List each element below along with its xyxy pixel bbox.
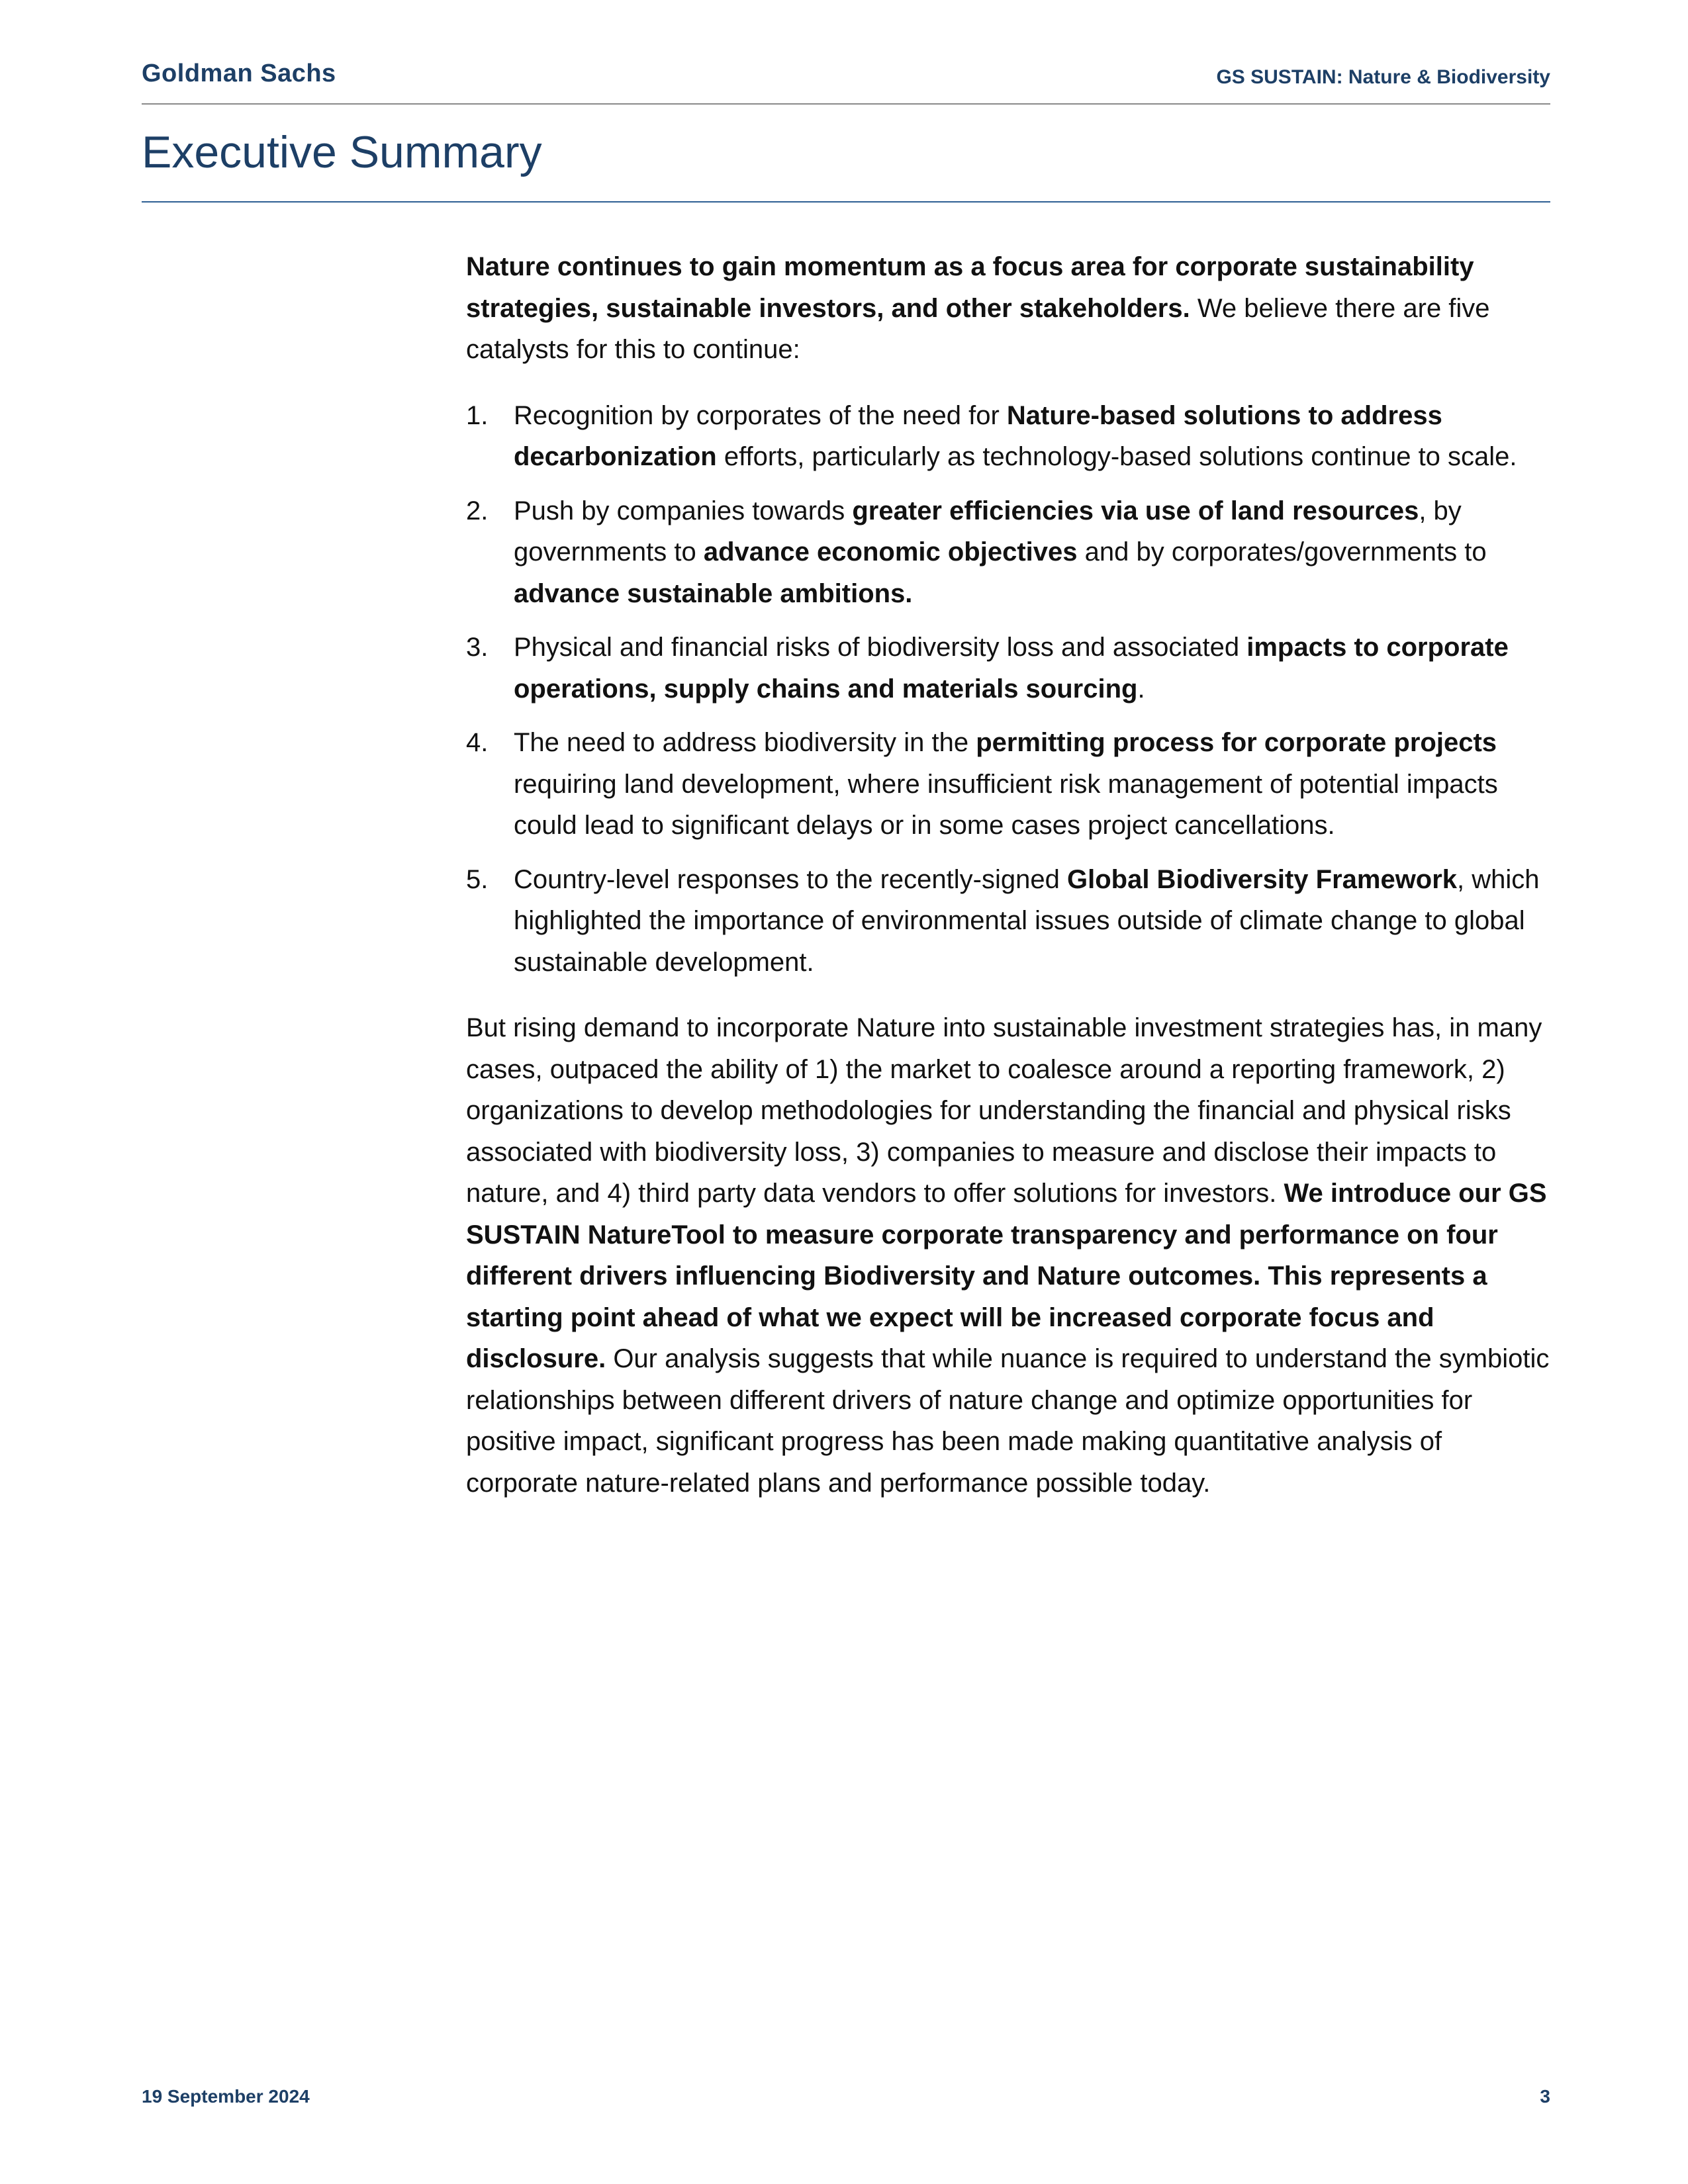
list-item-text xyxy=(514,395,1552,478)
bold-run: Nature-based solutions to address decarbonization xyxy=(514,400,1442,471)
text-run: . xyxy=(1137,674,1145,704)
text-run: Country-level responses to the recently-signed xyxy=(514,864,1067,894)
text-run: But rising demand to incorporate Nature into sustainable investment strategies has, in many cases, outpaced the ability of 1) the market to coalesce around a reporting framework, 2) organizations to develop methodologies for understanding the financial and physical risks associated with biodiversity loss, 3) companies to measure and disclose their impacts to nature, and 4) third party data vendors to offer solutions for investors. xyxy=(466,1013,1542,1208)
text-run: Recognition by corporates of the need for xyxy=(514,400,1007,430)
text-run: Push by companies towards xyxy=(514,496,853,525)
footer-date: 19 September 2024 xyxy=(142,2086,310,2107)
list-item xyxy=(466,859,1552,983)
list-item xyxy=(466,722,1552,846)
page-number: 3 xyxy=(1540,2086,1550,2107)
list-item-number: 5. xyxy=(466,864,489,894)
bold-run: advance sustainable ambitions. xyxy=(514,578,913,608)
list-item-text xyxy=(514,859,1552,983)
list-item-number: 3. xyxy=(466,633,489,662)
bold-run: permitting process for corporate projects xyxy=(976,728,1497,757)
section-title: Executive Summary xyxy=(142,130,1550,203)
text-run: efforts, particularly as technology-based solutions continue to scale. xyxy=(716,442,1517,471)
intro-text: We believe there are five catalysts for this to continue: xyxy=(466,293,1490,364)
bold-run: greater efficiencies via use of land resources xyxy=(852,496,1419,525)
brand-name: Goldman Sachs xyxy=(142,60,336,87)
text-run: and by corporates/governments to xyxy=(1077,537,1487,567)
list-item xyxy=(466,395,1552,478)
list-item-text xyxy=(514,490,1552,615)
list-item xyxy=(466,490,1552,615)
main-content xyxy=(466,246,1552,1504)
bold-run: impacts to corporate operations, supply chains and materials sourcing xyxy=(514,633,1509,704)
text-run: Physical and financial risks of biodiversity loss and associated xyxy=(514,633,1247,662)
closing-paragraph xyxy=(466,1007,1552,1504)
catalysts-list xyxy=(466,395,1552,983)
intro-bold-text: Nature continues to gain momentum as a focus area for corporate sustainability strategies, sustainable investors, and other stakeholders. xyxy=(466,252,1474,323)
text-run: , by governments to xyxy=(514,496,1462,567)
list-item-number: 1. xyxy=(466,400,489,430)
text-run: , which highlighted the importance of environmental issues outside of climate change to global sustainable development. xyxy=(514,864,1540,977)
list-item-text xyxy=(514,627,1552,709)
list-item-text xyxy=(514,722,1552,846)
intro-paragraph xyxy=(466,246,1552,371)
text-run: Our analysis suggests that while nuance is required to understand the symbiotic relationships between different drivers of nature change and optimize opportunities for positive impact, significant progress has been made making quantitative analysis of corporate nature-related plans and performance possible today. xyxy=(466,1344,1550,1498)
list-item-number: 2. xyxy=(466,496,489,525)
bold-run: advance economic objectives xyxy=(703,537,1078,567)
bold-run: We introduce our GS SUSTAIN NatureTool to measure corporate transparency and performance on four different drivers influencing Biodiversity and Nature outcomes. This represents a starting point ahead of what we expect will be increased corporate focus and disclosure. xyxy=(466,1179,1547,1373)
report-title: GS SUSTAIN: Nature & Biodiversity xyxy=(1216,66,1550,88)
text-run: requiring land development, where insufficient risk management of potential impacts could lead to significant delays or in some cases project cancellations. xyxy=(514,769,1498,840)
bold-run: Global Biodiversity Framework xyxy=(1066,864,1458,894)
list-item-number: 4. xyxy=(466,728,489,757)
text-run: The need to address biodiversity in the xyxy=(514,728,976,757)
list-item xyxy=(466,627,1552,709)
page-header xyxy=(142,57,1550,105)
